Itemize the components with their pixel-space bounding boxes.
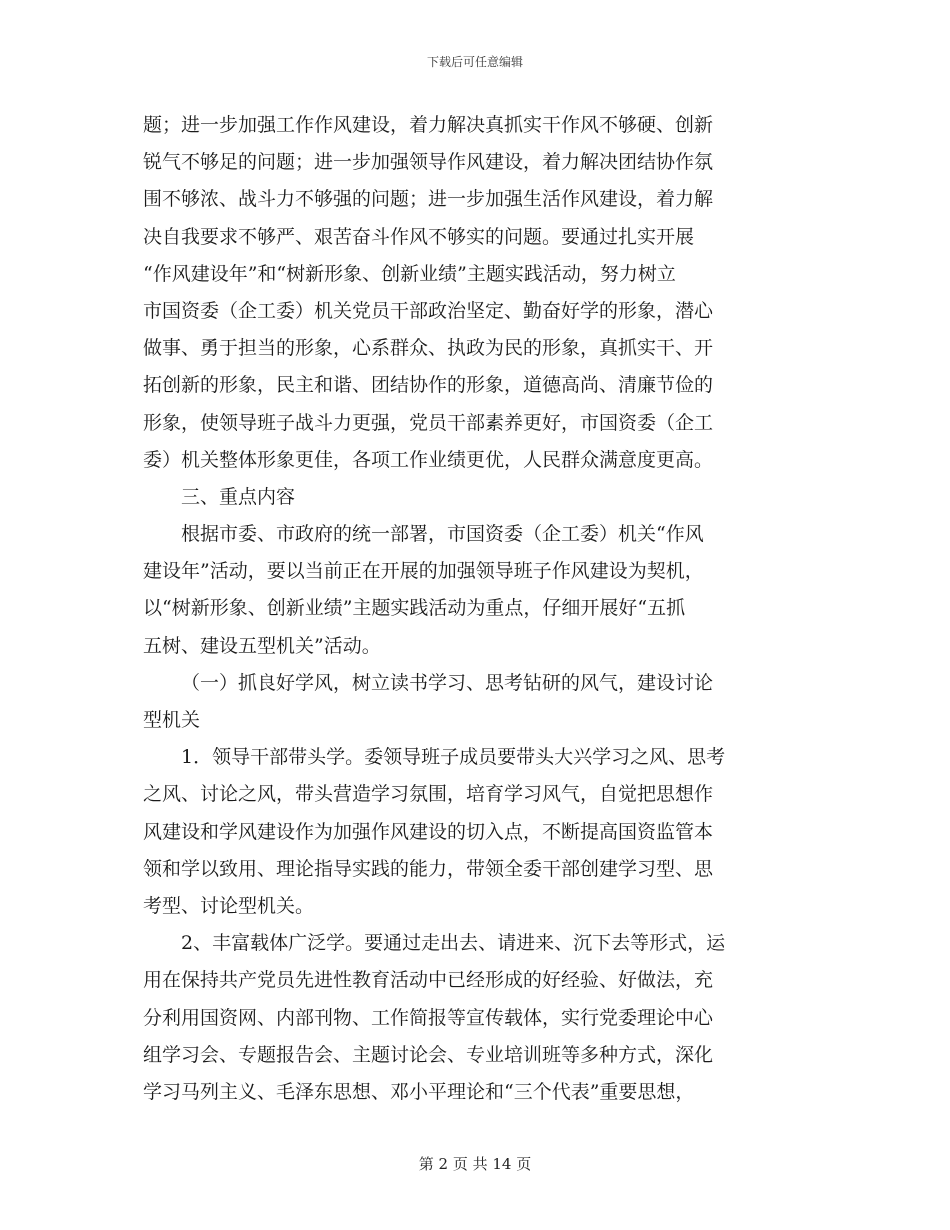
- text-line: 根据市委、市政府的统一部署，市国资委（企工委）机关“作风: [181, 523, 704, 546]
- text-line: 锐气不够足的问题；进一步加强领导作风建设，着力解决团结协作氛: [143, 151, 714, 174]
- text-line: 题；进一步加强工作作风建设，着力解决真抓实干作风不够硬、创新: [143, 114, 714, 136]
- text-line: 考型、讨论型机关。: [143, 894, 315, 917]
- text-line: 2、丰富载体广泛学。要通过走出去、请进来、沉下去等形式，运: [181, 932, 726, 955]
- text-line: 分利用国资网、内部刊物、工作简报等宣传载体，实行党委理论中心: [143, 1006, 714, 1029]
- text-line: 风建设和学风建设作为加强作风建设的切入点，不断提高国资监管本: [143, 820, 714, 843]
- text-line: 拓创新的形象，民主和谐、团结协作的形象，道德高尚、清廉节俭的: [143, 374, 714, 397]
- text-line: 用在保持共产党员先进性教育活动中已经形成的好经验、好做法，充: [143, 969, 714, 992]
- text-line: 领和学以致用、理论指导实践的能力，带领全委干部创建学习型、思: [143, 857, 714, 880]
- document-body: [143, 107, 807, 1111]
- text-line: 建设年”活动，要以当前正在开展的加强领导班子作风建设为契机，: [143, 560, 704, 583]
- text-line: 做事、勇于担当的形象，心系群众、执政为民的形象，真抓实干、开: [143, 337, 714, 360]
- section-heading: 三、重点内容: [181, 485, 296, 508]
- text-line: 五树、建设五型机关”活动。: [143, 634, 381, 657]
- page-header: 下载后可任意编辑: [426, 55, 523, 69]
- text-line: 围不够浓、战斗力不够强的问题；进一步加强生活作风建设，着力解: [143, 188, 714, 211]
- subsection-heading-cont: 型机关: [143, 709, 201, 731]
- text-line: 决自我要求不够严、艰苦奋斗作风不够实的问题。要通过扎实开展: [143, 225, 695, 248]
- text-line: 学习马列主义、毛泽东思想、邓小平理论和“三个代表”重要思想，: [143, 1080, 695, 1103]
- subsection-heading: （一）抓良好学风，树立读书学习、思考钻研的风气，建设讨论: [181, 671, 714, 694]
- text-line: 1．领导干部带头学。委领导班子成员要带头大兴学习之风、思考: [181, 746, 726, 769]
- page-footer: 第 2 页 共 14 页: [418, 1155, 532, 1173]
- text-line: 形象，使领导班子战斗力更强，党员干部素养更好，市国资委（企工: [143, 411, 714, 434]
- text-line: 以“树新形象、创新业绩”主题实践活动为重点，仔细开展好“五抓: [143, 597, 686, 620]
- text-line: 市国资委（企工委）机关党员干部政治坚定、勤奋好学的形象，潜心: [143, 299, 714, 322]
- text-line: “作风建设年”和“树新形象、创新业绩”主题实践活动，努力树立: [143, 262, 676, 285]
- text-line: 委）机关整体形象更佳，各项工作业绩更优，人民群众满意度更高。: [143, 448, 714, 471]
- text-line: 之风、讨论之风，带头营造学习氛围，培育学习风气，自觉把思想作: [143, 783, 714, 806]
- text-line: 组学习会、专题报告会、主题讨论会、专业培训班等多种方式，深化: [143, 1043, 714, 1066]
